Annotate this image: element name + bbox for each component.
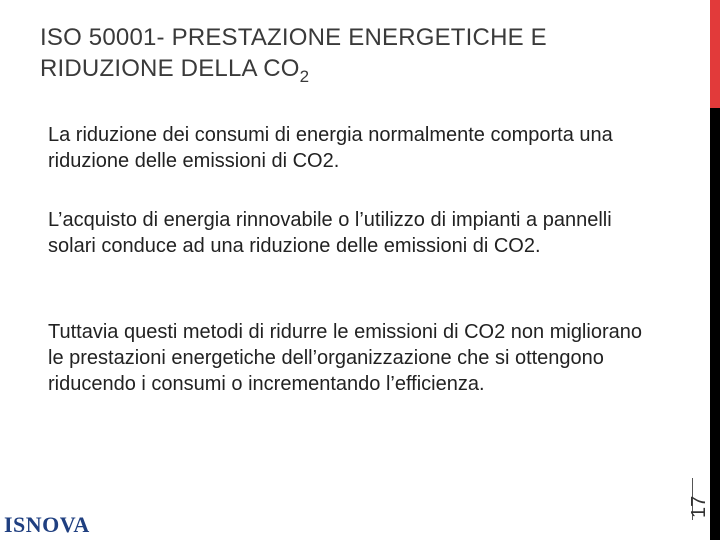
slide-title-text: ISO 50001- PRESTAZIONE ENERGETICHE E RIDUZIONE DELLA CO (40, 24, 547, 82)
slide-title-subscript: 2 (299, 67, 310, 86)
paragraph-2: L’acquisto di energia rinnovabile o l’utilizzo di impianti a pannelli solari conduce ad una riduzione delle emissioni di CO2. (48, 209, 612, 257)
paragraph-3: Tuttavia questi metodi di ridurre le emissioni di CO2 non migliorano le prestazioni energetiche dell’organizzazione che si ottengono riducendo i consumi o incrementando l’efficienza. (48, 321, 642, 395)
slide-title (40, 22, 640, 86)
accent-bar-red (710, 0, 720, 108)
paragraph-1: La riduzione dei consumi di energia normalmente comporta una riduzione delle emissioni di CO2. (48, 124, 613, 172)
isnova-logo: ISNOVA (4, 512, 90, 537)
side-bar-black (710, 108, 720, 540)
page-number: 17 (688, 495, 710, 518)
